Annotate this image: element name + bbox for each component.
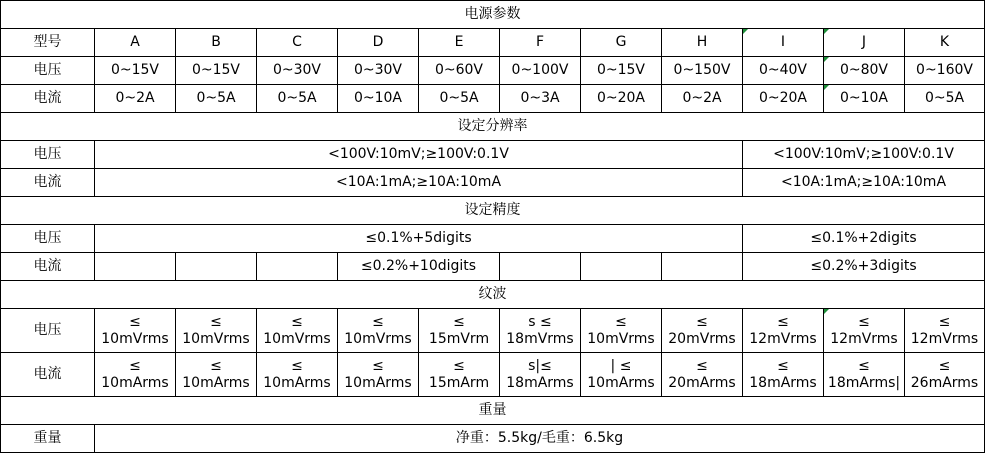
ripple-current-cell [176, 353, 257, 397]
section-header-power: 电源参数 [1, 1, 985, 29]
voltage-range-cell: 0~15V [176, 57, 257, 85]
ripple-symbol: ≤ [129, 357, 141, 374]
ripple-value: 12mVrms [910, 330, 979, 347]
ripple-value: 12mVrms [749, 330, 817, 347]
row-label-current: 电流 [1, 253, 95, 281]
ripple-symbol: ≤ [372, 313, 384, 330]
ripple-symbol: ≤ [453, 357, 465, 374]
ripple-value: 10mVrms [101, 330, 169, 347]
ripple-current-cell [743, 353, 824, 397]
resolution-current-right: <10A:1mA;≥10A:10mA [743, 169, 985, 197]
ripple-symbol: ≤ [129, 313, 141, 330]
ripple-symbol: ≤ [210, 357, 222, 374]
voltage-range-cell: 0~30V [257, 57, 338, 85]
section-header-accuracy: 设定精度 [1, 197, 985, 225]
row-label-voltage: 电压 [1, 141, 95, 169]
voltage-range-cell: 0~100V [500, 57, 581, 85]
ripple-current-cell [338, 353, 419, 397]
current-range-cell: 0~20A [743, 85, 824, 113]
section-header-resolution: 设定分辨率 [1, 113, 985, 141]
voltage-range-cell: 0~60V [419, 57, 500, 85]
resolution-voltage-left: <100V:10mV;≥100V:0.1V [95, 141, 743, 169]
model-cell: J [824, 29, 905, 57]
ripple-voltage-cell [824, 309, 905, 353]
model-cell: G [581, 29, 662, 57]
ripple-value: 10mVrms [587, 330, 655, 347]
model-cell: E [419, 29, 500, 57]
ripple-voltage-cell [500, 309, 581, 353]
row-label-voltage: 电压 [1, 225, 95, 253]
voltage-range-cell: 0~15V [581, 57, 662, 85]
ripple-value: 15mArm [428, 374, 490, 391]
row-label-current: 电流 [1, 169, 95, 197]
accuracy-current-mid: ≤0.2%+10digits [338, 253, 500, 281]
ripple-value: 18mArms| [827, 374, 901, 391]
model-cell: B [176, 29, 257, 57]
model-cell: D [338, 29, 419, 57]
voltage-range-cell: 0~80V [824, 57, 905, 85]
ripple-symbol: ≤ [938, 357, 951, 374]
current-range-cell: 0~5A [905, 85, 985, 113]
model-cell: C [257, 29, 338, 57]
row-label-current: 电流 [1, 85, 95, 113]
section-header-weight: 重量 [1, 397, 985, 425]
ripple-symbol: ≤ [291, 313, 303, 330]
accuracy-current-right: ≤0.2%+3digits [743, 253, 985, 281]
ripple-current-cell [824, 353, 905, 397]
model-cell: A [95, 29, 176, 57]
ripple-value: 18mVrms [506, 330, 574, 347]
voltage-range-cell: 0~150V [662, 57, 743, 85]
ripple-value: 10mArms [101, 374, 169, 391]
current-range-cell: 0~2A [662, 85, 743, 113]
row-label-current: 电流 [1, 353, 95, 397]
current-range-cell: 0~5A [176, 85, 257, 113]
empty-cell [662, 253, 743, 281]
ripple-value: 18mArms [506, 374, 574, 391]
ripple-voltage-cell [419, 309, 500, 353]
ripple-voltage-cell [257, 309, 338, 353]
ripple-voltage-cell [95, 309, 176, 353]
ripple-symbol: ≤ [696, 357, 708, 374]
voltage-range-cell: 0~15V [95, 57, 176, 85]
ripple-current-cell [662, 353, 743, 397]
ripple-current-cell [905, 353, 985, 397]
ripple-value: 10mVrms [263, 330, 331, 347]
current-range-cell: 0~5A [257, 85, 338, 113]
accuracy-voltage-right: ≤0.1%+2digits [743, 225, 985, 253]
ripple-value: 10mArms [344, 374, 412, 391]
ripple-symbol: ≤ [858, 357, 870, 374]
ripple-value: 10mArms [182, 374, 250, 391]
ripple-voltage-cell [743, 309, 824, 353]
row-label-weight: 重量 [1, 425, 95, 453]
ripple-symbol: ≤ [372, 357, 384, 374]
empty-cell [176, 253, 257, 281]
voltage-range-cell: 0~30V [338, 57, 419, 85]
ripple-current-cell [95, 353, 176, 397]
current-range-cell: 0~10A [338, 85, 419, 113]
ripple-symbol: | ≤ [610, 357, 632, 374]
ripple-voltage-cell [581, 309, 662, 353]
ripple-symbol: ≤ [696, 313, 708, 330]
ripple-symbol: ≤ [210, 313, 222, 330]
ripple-value: 20mArms [668, 374, 736, 391]
ripple-voltage-cell [176, 309, 257, 353]
ripple-voltage-cell [338, 309, 419, 353]
ripple-value: 10mVrms [182, 330, 250, 347]
empty-cell [500, 253, 581, 281]
accuracy-voltage-left: ≤0.1%+5digits [95, 225, 743, 253]
current-range-cell: 0~3A [500, 85, 581, 113]
weight-value: 净重：5.5kg/毛重：6.5kg [95, 425, 985, 453]
ripple-current-cell [581, 353, 662, 397]
ripple-symbol: ≤ [938, 313, 951, 330]
ripple-voltage-cell [662, 309, 743, 353]
ripple-symbol: s|≤ [528, 357, 552, 374]
ripple-value: 10mVrms [344, 330, 412, 347]
current-range-cell: 0~10A [824, 85, 905, 113]
ripple-value: 10mArms [263, 374, 331, 391]
ripple-symbol: ≤ [777, 357, 789, 374]
ripple-symbol: ≤ [615, 313, 627, 330]
ripple-value: 26mArms [910, 374, 979, 391]
voltage-range-cell: 0~40V [743, 57, 824, 85]
resolution-voltage-right: <100V:10mV;≥100V:0.1V [743, 141, 985, 169]
model-cell: I [743, 29, 824, 57]
row-label-voltage: 电压 [1, 57, 95, 85]
current-range-cell: 0~20A [581, 85, 662, 113]
empty-cell [95, 253, 176, 281]
voltage-range-cell: 0~160V [905, 57, 985, 85]
ripple-current-cell [257, 353, 338, 397]
ripple-value: 12mVrms [830, 330, 898, 347]
ripple-symbol: s ≤ [528, 313, 552, 330]
ripple-current-cell [419, 353, 500, 397]
row-label-voltage: 电压 [1, 309, 95, 353]
model-cell: H [662, 29, 743, 57]
ripple-symbol: ≤ [777, 313, 789, 330]
current-range-cell: 0~2A [95, 85, 176, 113]
section-header-ripple: 纹波 [1, 281, 985, 309]
resolution-current-left: <10A:1mA;≥10A:10mA [95, 169, 743, 197]
ripple-value: 18mArms [749, 374, 817, 391]
ripple-symbol: ≤ [453, 313, 465, 330]
ripple-value: 15mVrm [428, 330, 490, 347]
ripple-value: 20mVrms [668, 330, 736, 347]
empty-cell [257, 253, 338, 281]
empty-cell [581, 253, 662, 281]
model-cell: F [500, 29, 581, 57]
ripple-voltage-cell [905, 309, 985, 353]
ripple-value: 10mArms [587, 374, 655, 391]
model-cell: K [905, 29, 985, 57]
ripple-current-cell [500, 353, 581, 397]
current-range-cell: 0~5A [419, 85, 500, 113]
row-label-model: 型号 [1, 29, 95, 57]
ripple-symbol: ≤ [291, 357, 303, 374]
ripple-symbol: ≤ [858, 313, 870, 330]
